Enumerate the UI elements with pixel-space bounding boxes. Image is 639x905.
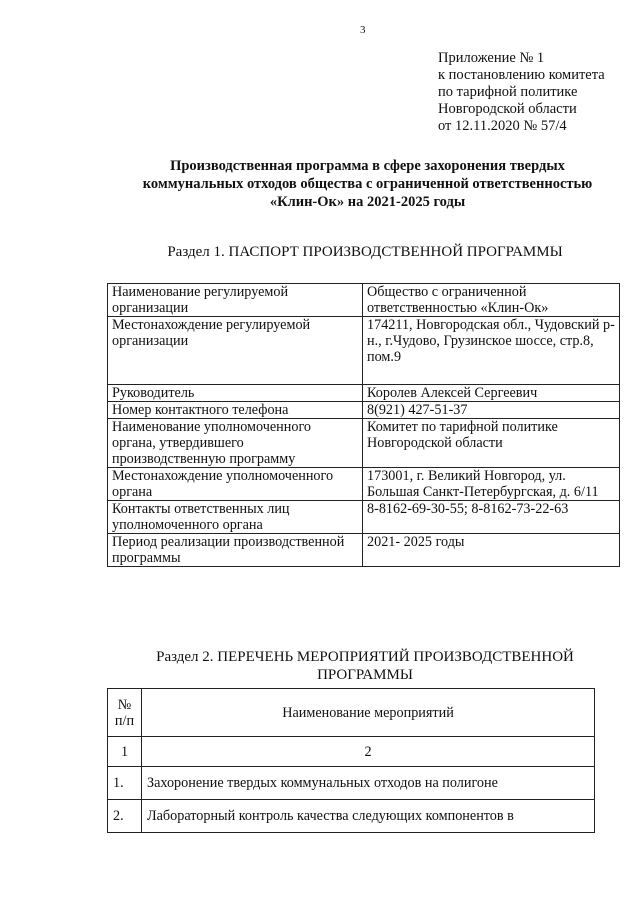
number-column-header: № п/п — [108, 689, 142, 737]
appendix-line: от 12.11.2020 № 57/4 — [438, 118, 567, 134]
passport-value: 174211, Новгородская обл., Чудовский р-н., г.Чудово, Грузинское шоссе, стр.8, пом.9 — [363, 317, 620, 385]
index-cell: 1 — [108, 737, 142, 767]
passport-value: Королев Алексей Сергеевич — [363, 385, 620, 402]
appendix-line: Новгородской области — [438, 101, 577, 117]
passport-value: 173001, г. Великий Новгород, ул. Большая Санкт-Петербургская, д. 6/11 — [363, 468, 620, 501]
appendix-line: к постановлению комитета — [438, 67, 605, 83]
passport-label: Период реализации производственной программы — [108, 534, 363, 567]
passport-value: Общество с ограниченной ответственностью «Клин-Ок» — [363, 284, 620, 317]
passport-label: Местонахождение регулируемой организации — [108, 317, 363, 385]
table-row — [108, 468, 620, 501]
title-line: коммунальных отходов общества с ограниченной ответственностью — [142, 176, 593, 192]
table-row — [108, 767, 595, 800]
appendix-line: по тарифной политике — [438, 84, 578, 100]
measures-table — [107, 688, 595, 833]
table-index-row — [108, 737, 595, 767]
table-header-row — [108, 689, 595, 737]
table-row — [108, 419, 620, 468]
passport-value: 2021- 2025 годы — [363, 534, 620, 567]
index-cell: 2 — [142, 737, 595, 767]
table-row — [108, 402, 620, 419]
section2-heading — [100, 648, 630, 684]
section1-heading: Раздел 1. ПАСПОРТ ПРОИЗВОДСТВЕННОЙ ПРОГРАММЫ — [167, 244, 563, 260]
section2-heading-line: Раздел 2. ПЕРЕЧЕНЬ МЕРОПРИЯТИЙ ПРОИЗВОДСТВЕННОЙ — [156, 649, 574, 665]
measure-number: 2. — [108, 800, 142, 833]
table-row — [108, 501, 620, 534]
table-row — [108, 534, 620, 567]
passport-label: Контакты ответственных лиц уполномоченного органа — [108, 501, 363, 534]
passport-value: 8-8162-69-30-55; 8-8162-73-22-63 — [363, 501, 620, 534]
passport-value: Комитет по тарифной политике Новгородской области — [363, 419, 620, 468]
measure-number: 1. — [108, 767, 142, 800]
measure-name: Лабораторный контроль качества следующих компонентов в — [142, 800, 595, 833]
title-line: «Клин-Ок» на 2021-2025 годы — [269, 194, 466, 210]
passport-label: Номер контактного телефона — [108, 402, 363, 419]
measure-name: Захоронение твердых коммунальных отходов на полигоне — [142, 767, 595, 800]
table-row — [108, 385, 620, 402]
section2-heading-line: ПРОГРАММЫ — [317, 667, 413, 683]
table-row — [108, 284, 620, 317]
appendix-note — [438, 50, 605, 135]
passport-label: Наименование регулируемой организации — [108, 284, 363, 317]
passport-label: Местонахождение уполномоченного органа — [108, 468, 363, 501]
passport-value: 8(921) 427-51-37 — [363, 402, 620, 419]
appendix-line: Приложение № 1 — [438, 50, 545, 66]
name-column-header: Наименование мероприятий — [142, 689, 595, 737]
passport-table — [107, 283, 620, 567]
table-row — [108, 800, 595, 833]
table-row — [108, 317, 620, 385]
title-line: Производственная программа в сфере захоронения твердых — [170, 158, 565, 174]
passport-label: Наименование уполномоченного органа, утвердившего производственную программу — [108, 419, 363, 468]
passport-label: Руководитель — [108, 385, 363, 402]
document-title — [90, 157, 639, 211]
page-number: 3 — [360, 24, 366, 36]
